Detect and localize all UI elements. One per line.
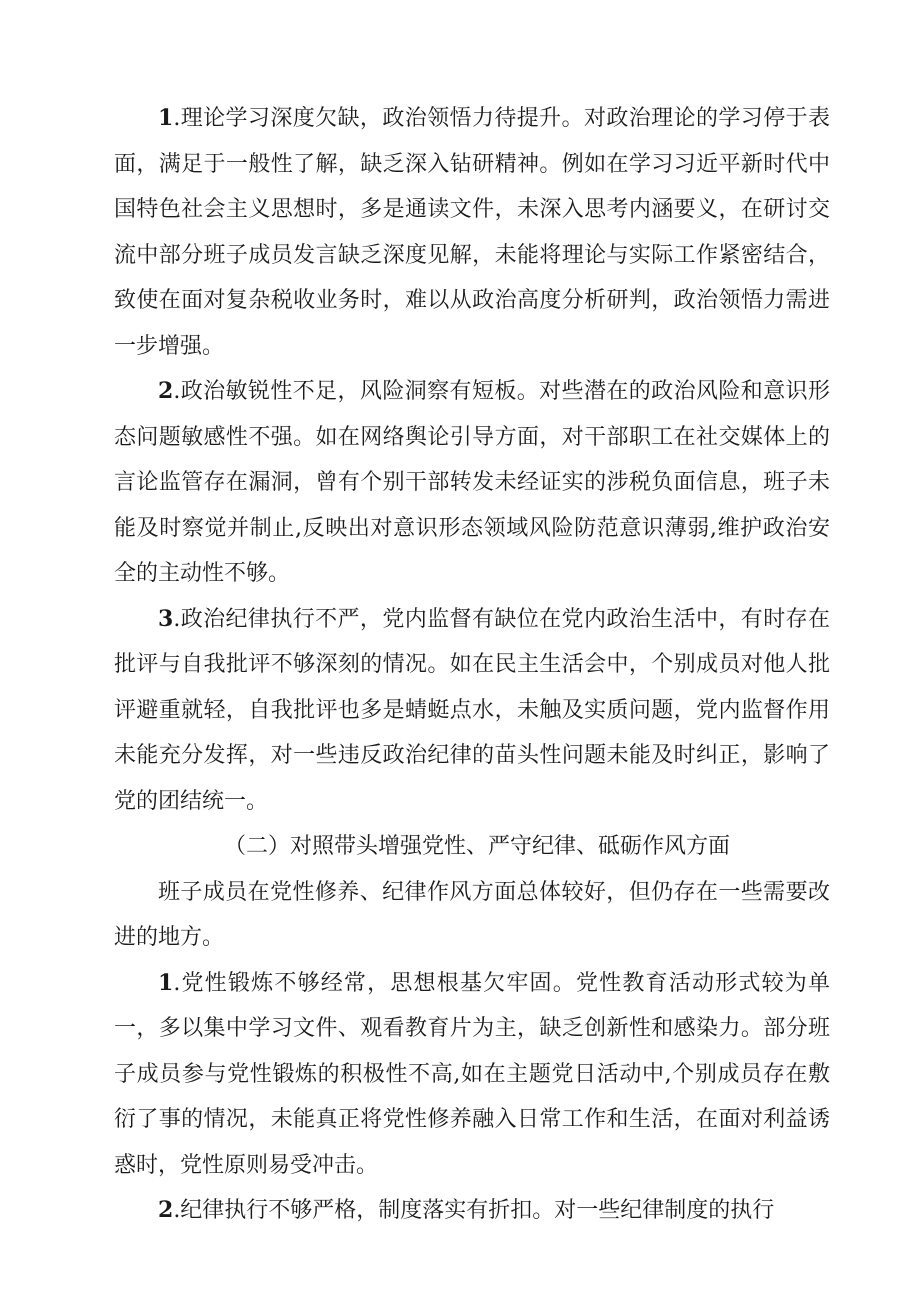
paragraph-text: .党性锻炼不够经常，思想根基欠牢固。党性教育活动形式较为单一，多以集中学习文件、观看教育片为主，缺乏创新性和感染力。部分班子成员参与党性锻炼的积极性不高,如在主题党日活动中,个别成员存在敷衍了事的情况，未能真正将党性修养融入日常工作和生活，在面对利益诱惑时，党性原则易受冲击。 <box>114 970 830 1178</box>
paragraph-3 <box>114 597 830 825</box>
paragraph-4 <box>114 961 830 1189</box>
item-number: 2 <box>158 378 174 404</box>
paragraph-5 <box>114 1188 830 1234</box>
item-number: 3 <box>158 605 174 632</box>
section-heading: （二）对照带头增强党性、严守纪律、砥砺作风方面 <box>224 834 731 859</box>
item-number: 1 <box>158 969 174 996</box>
paragraph-text: .理论学习深度欠缺，政治领悟力待提升。对政治理论的学习停于表面，满足于一般性了解，缺乏深入钻研精神。例如在学习习近平新时代中国特色社会主义思想时，多是通读文件，未深入思考内涵要义，在研讨交流中部分班子成员发言缺乏深度见解，未能将理论与实际工作紧密结合，致使在面对复杂税收业务时，难以从政治高度分析研判，政治领悟力需进一步增强。 <box>114 106 830 359</box>
item-number: 2 <box>158 1197 174 1223</box>
paragraph-text: .纪律执行不够严格，制度落实有折扣。对一些纪律制度的执行 <box>173 1198 775 1223</box>
document-page <box>114 96 830 1234</box>
item-number: 1 <box>158 105 174 131</box>
paragraph-2 <box>114 369 830 597</box>
paragraph-text: .政治纪律执行不严，党内监督有缺位在党内政治生活中，有时存在批评与自我批评不够深刻的情况。如在民主生活会中，个别成员对他人批评避重就轻，自我批评也多是蜻蜓点水，未触及实质问题，党内监督作用未能充分发挥，对一些违反政治纪律的苗头性问题未能及时纠正，影响了党的团结统一。 <box>114 606 830 814</box>
section-intro: 班子成员在党性修养、纪律作风方面总体较好，但仍存在一些需要改进的地方。 <box>114 879 830 950</box>
paragraph-1 <box>114 96 830 369</box>
paragraph-text: .政治敏锐性不足，风险洞察有短板。对些潜在的政治风险和意识形态问题敏感性不强。如在网络舆论引导方面，对干部职工在社交媒体上的言论监管存在漏洞，曾有个别干部转发未经证实的涉税负面信息，班子未能及时察觉并制止,反映出对意识形态领域风险防范意识薄弱,维护政治安全的主动性不够。 <box>114 379 830 586</box>
